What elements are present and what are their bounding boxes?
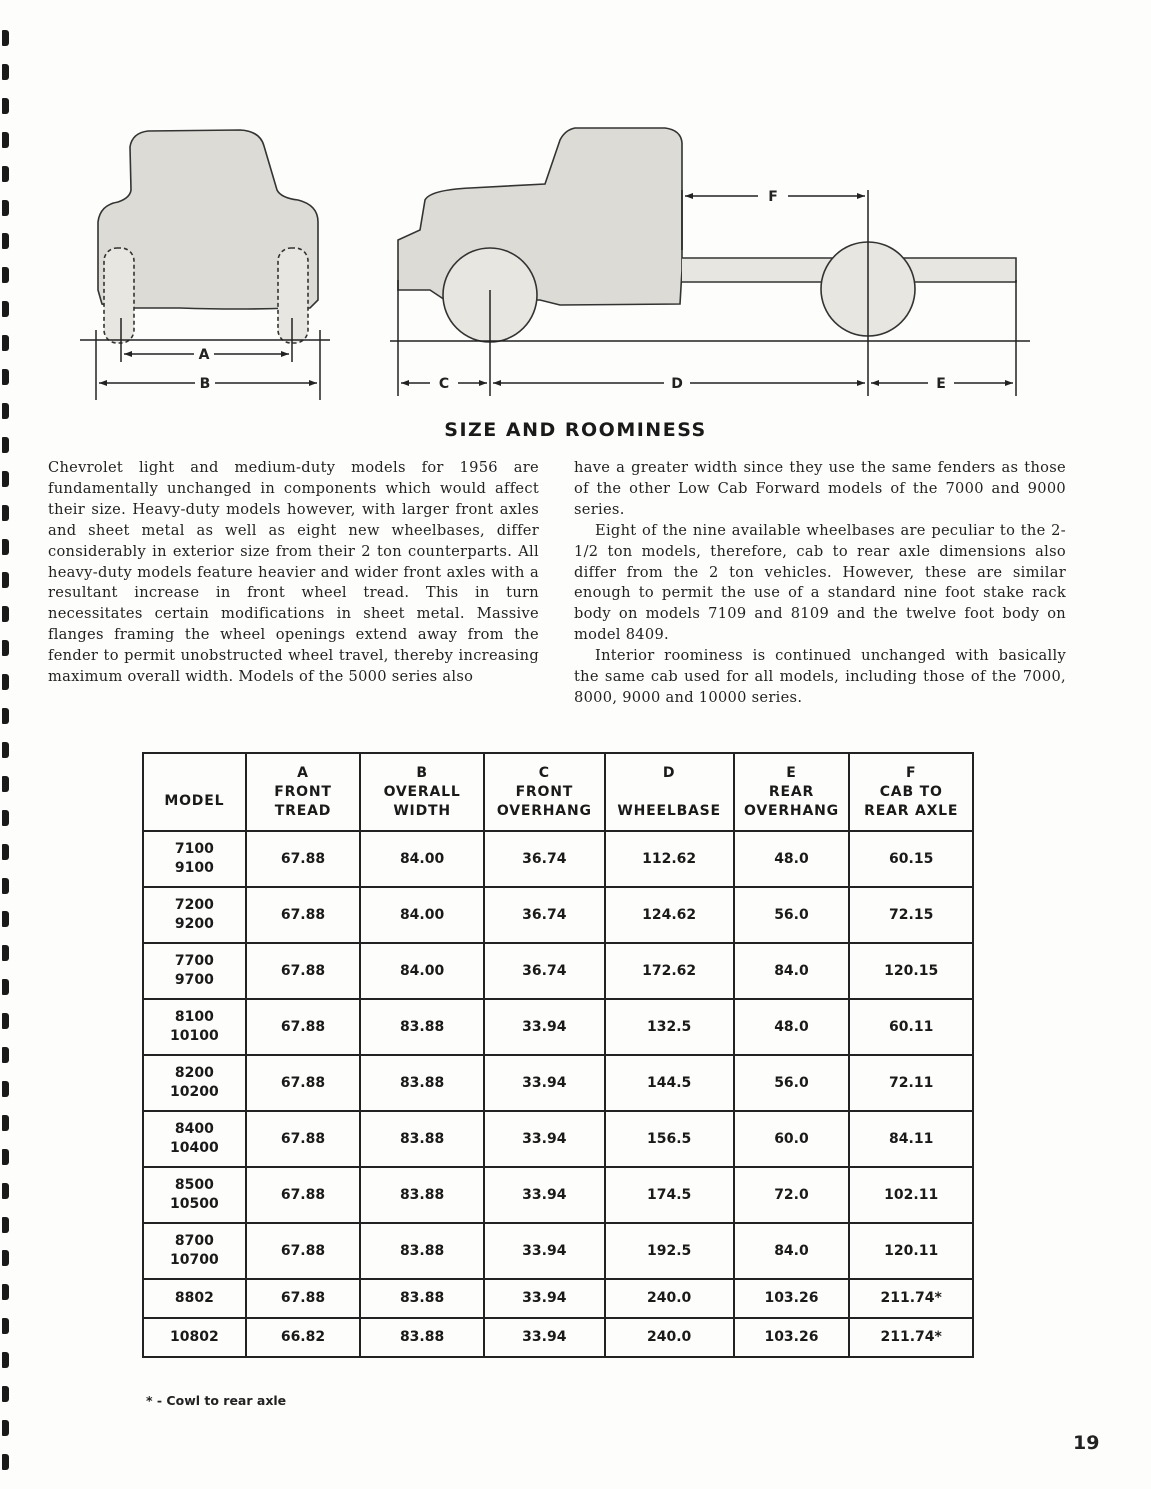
dimensions-table (142, 752, 974, 1358)
paragraph: have a greater width since they use the same fenders as those of the other Low Cab Forward models of the 7000 and 9000 series. (574, 459, 1066, 518)
cell-front-tread: 67.88 (246, 1055, 361, 1111)
body-column-right (574, 458, 1066, 709)
cell-model: 8500 10500 (143, 1167, 246, 1223)
binding-ring (2, 1217, 9, 1233)
cell-wheelbase: 240.0 (605, 1318, 734, 1357)
cell-cab-to-rear-axle: 102.11 (849, 1167, 973, 1223)
dimension-label-a: A (198, 347, 210, 363)
cell-cab-to-rear-axle: 72.15 (849, 887, 973, 943)
binding-ring (2, 776, 9, 792)
cell-rear-overhang: 84.0 (734, 1223, 850, 1279)
cell-front-tread: 67.88 (246, 1111, 361, 1167)
cell-cab-to-rear-axle: 72.11 (849, 1055, 973, 1111)
cell-front-overhang: 33.94 (484, 1318, 605, 1357)
cell-overall-width: 84.00 (360, 887, 484, 943)
binding-ring (2, 98, 9, 114)
cell-wheelbase: 124.62 (605, 887, 734, 943)
header-overall-width: B OVERALL WIDTH (360, 753, 484, 831)
dimension-label-d: D (671, 376, 683, 392)
table-row (143, 831, 973, 887)
cell-model: 8400 10400 (143, 1111, 246, 1167)
binding-ring (2, 1386, 9, 1402)
binding-ring (2, 1047, 9, 1063)
cell-front-tread: 67.88 (246, 943, 361, 999)
cell-front-tread: 67.88 (246, 887, 361, 943)
front-view-truck (98, 130, 318, 343)
binding-ring (2, 844, 9, 860)
header-model: MODEL (143, 753, 246, 831)
binding-ring (2, 911, 9, 927)
binding-ring (2, 505, 9, 521)
binding-ring (2, 471, 9, 487)
binding-ring (2, 335, 9, 351)
binding-ring (2, 979, 9, 995)
cell-front-overhang: 36.74 (484, 943, 605, 999)
cell-cab-to-rear-axle: 60.11 (849, 999, 973, 1055)
cell-wheelbase: 144.5 (605, 1055, 734, 1111)
table-row (143, 1055, 973, 1111)
cell-overall-width: 83.88 (360, 1111, 484, 1167)
binding-ring (2, 132, 9, 148)
cell-front-overhang: 33.94 (484, 1055, 605, 1111)
cell-overall-width: 84.00 (360, 943, 484, 999)
binding-ring (2, 708, 9, 724)
cell-model: 10802 (143, 1318, 246, 1357)
binding-ring (2, 1420, 9, 1436)
cell-wheelbase: 192.5 (605, 1223, 734, 1279)
cell-front-tread: 67.88 (246, 1167, 361, 1223)
binding-ring (2, 200, 9, 216)
dimension-label-f: F (768, 189, 778, 205)
cell-model: 8200 10200 (143, 1055, 246, 1111)
binding-ring (2, 1115, 9, 1131)
page-number: 19 (1073, 1432, 1100, 1454)
table-footnote: * - Cowl to rear axle (146, 1393, 287, 1408)
cell-overall-width: 83.88 (360, 1279, 484, 1318)
binding-ring (2, 1250, 9, 1266)
paragraph: Eight of the nine available wheelbases are peculiar to the 2-1/2 ton models, therefore, cab to rear axle dimensions also differ from the 2 ton vehicles. However, these are similar enough to permit the use of a standard nine foot stake rack body on models 7109 and 8109 and the twelve foot body on model 8409. (574, 521, 1066, 644)
truck-dimension-diagram (60, 115, 1060, 415)
table-row (143, 1279, 973, 1318)
cell-rear-overhang: 72.0 (734, 1167, 850, 1223)
cell-front-overhang: 33.94 (484, 1167, 605, 1223)
binding-ring (2, 1454, 9, 1470)
binding-ring (2, 878, 9, 894)
section-heading: SIZE AND ROOMINESS (444, 419, 707, 441)
binding-ring (2, 1013, 9, 1029)
binding-ring (2, 1149, 9, 1165)
binding-ring (2, 1352, 9, 1368)
table-row (143, 1167, 973, 1223)
cell-cab-to-rear-axle: 84.11 (849, 1111, 973, 1167)
table-header-row (143, 753, 973, 831)
spiral-binding (2, 30, 10, 1480)
cell-front-tread: 67.88 (246, 1223, 361, 1279)
table-row (143, 1223, 973, 1279)
cell-wheelbase: 240.0 (605, 1279, 734, 1318)
cell-rear-overhang: 48.0 (734, 831, 850, 887)
cell-cab-to-rear-axle: 211.74* (849, 1279, 973, 1318)
cell-cab-to-rear-axle: 211.74* (849, 1318, 973, 1357)
cell-front-tread: 67.88 (246, 999, 361, 1055)
cell-model: 7200 9200 (143, 887, 246, 943)
cell-wheelbase: 172.62 (605, 943, 734, 999)
cell-model: 8802 (143, 1279, 246, 1318)
cell-rear-overhang: 103.26 (734, 1279, 850, 1318)
cell-rear-overhang: 84.0 (734, 943, 850, 999)
cell-overall-width: 83.88 (360, 1055, 484, 1111)
cell-wheelbase: 174.5 (605, 1167, 734, 1223)
binding-ring (2, 233, 9, 249)
cell-rear-overhang: 103.26 (734, 1318, 850, 1357)
binding-ring (2, 1284, 9, 1300)
binding-ring (2, 742, 9, 758)
header-rear-overhang: E REAR OVERHANG (734, 753, 850, 831)
cell-front-overhang: 33.94 (484, 1223, 605, 1279)
binding-ring (2, 1183, 9, 1199)
paragraph: Chevrolet light and medium-duty models for 1956 are fundamentally unchanged in components which would affect their size. Heavy-duty models however, with larger front axles and sheet metal as well as eight new wheelbases, differ considerably in exterior size from their 2 ton counterparts. All heavy-duty models feature heavier and wider front axles with a resultant increase in front wheel tread. This in turn necessitates certain modifications in sheet metal. Massive flanges framing the wheel openings extend away from the fender to permit unobstructed wheel travel, thereby increasing maximum overall width. Models of the 5000 series also (48, 459, 539, 686)
cell-front-overhang: 36.74 (484, 887, 605, 943)
table-row (143, 1318, 973, 1357)
cell-cab-to-rear-axle: 120.11 (849, 1223, 973, 1279)
cell-front-overhang: 33.94 (484, 1111, 605, 1167)
cell-wheelbase: 156.5 (605, 1111, 734, 1167)
binding-ring (2, 674, 9, 690)
cell-front-overhang: 36.74 (484, 831, 605, 887)
binding-ring (2, 810, 9, 826)
binding-ring (2, 369, 9, 385)
binding-ring (2, 64, 9, 80)
binding-ring (2, 30, 9, 46)
cell-model: 8100 10100 (143, 999, 246, 1055)
side-view-cab-body (398, 128, 682, 305)
cell-rear-overhang: 56.0 (734, 1055, 850, 1111)
binding-ring (2, 1081, 9, 1097)
front-left-tire (104, 248, 134, 343)
binding-ring (2, 945, 9, 961)
header-cab-to-rear-axle: F CAB TO REAR AXLE (849, 753, 973, 831)
cell-rear-overhang: 60.0 (734, 1111, 850, 1167)
binding-ring (2, 403, 9, 419)
binding-ring (2, 166, 9, 182)
dimension-label-b: B (199, 376, 211, 392)
cell-wheelbase: 112.62 (605, 831, 734, 887)
cell-overall-width: 83.88 (360, 1167, 484, 1223)
cell-front-overhang: 33.94 (484, 999, 605, 1055)
table-row (143, 999, 973, 1055)
binding-ring (2, 640, 9, 656)
paragraph: Interior roominess is continued unchanged with basically the same cab used for all models, including those of the 7000, 8000, 9000 and 10000 series. (574, 647, 1066, 706)
body-column-left (48, 458, 539, 688)
cell-cab-to-rear-axle: 120.15 (849, 943, 973, 999)
cell-wheelbase: 132.5 (605, 999, 734, 1055)
binding-ring (2, 267, 9, 283)
table-row (143, 943, 973, 999)
binding-ring (2, 606, 9, 622)
binding-ring (2, 539, 9, 555)
binding-ring (2, 301, 9, 317)
cell-overall-width: 84.00 (360, 831, 484, 887)
table-row (143, 887, 973, 943)
binding-ring (2, 1318, 9, 1334)
cell-overall-width: 83.88 (360, 1223, 484, 1279)
cell-model: 7700 9700 (143, 943, 246, 999)
cell-rear-overhang: 56.0 (734, 887, 850, 943)
cell-model: 7100 9100 (143, 831, 246, 887)
cell-cab-to-rear-axle: 60.15 (849, 831, 973, 887)
table-row (143, 1111, 973, 1167)
dimension-label-c: C (438, 376, 450, 392)
header-wheelbase: D WHEELBASE (605, 753, 734, 831)
cell-rear-overhang: 48.0 (734, 999, 850, 1055)
dimension-label-e: E (936, 376, 946, 392)
header-front-overhang: C FRONT OVERHANG (484, 753, 605, 831)
cell-model: 8700 10700 (143, 1223, 246, 1279)
binding-ring (2, 572, 9, 588)
cell-front-overhang: 33.94 (484, 1279, 605, 1318)
cell-front-tread: 66.82 (246, 1318, 361, 1357)
cell-front-tread: 67.88 (246, 831, 361, 887)
front-right-tire (278, 248, 308, 343)
cell-front-tread: 67.88 (246, 1279, 361, 1318)
cell-overall-width: 83.88 (360, 1318, 484, 1357)
cell-overall-width: 83.88 (360, 999, 484, 1055)
header-front-tread: A FRONT TREAD (246, 753, 361, 831)
